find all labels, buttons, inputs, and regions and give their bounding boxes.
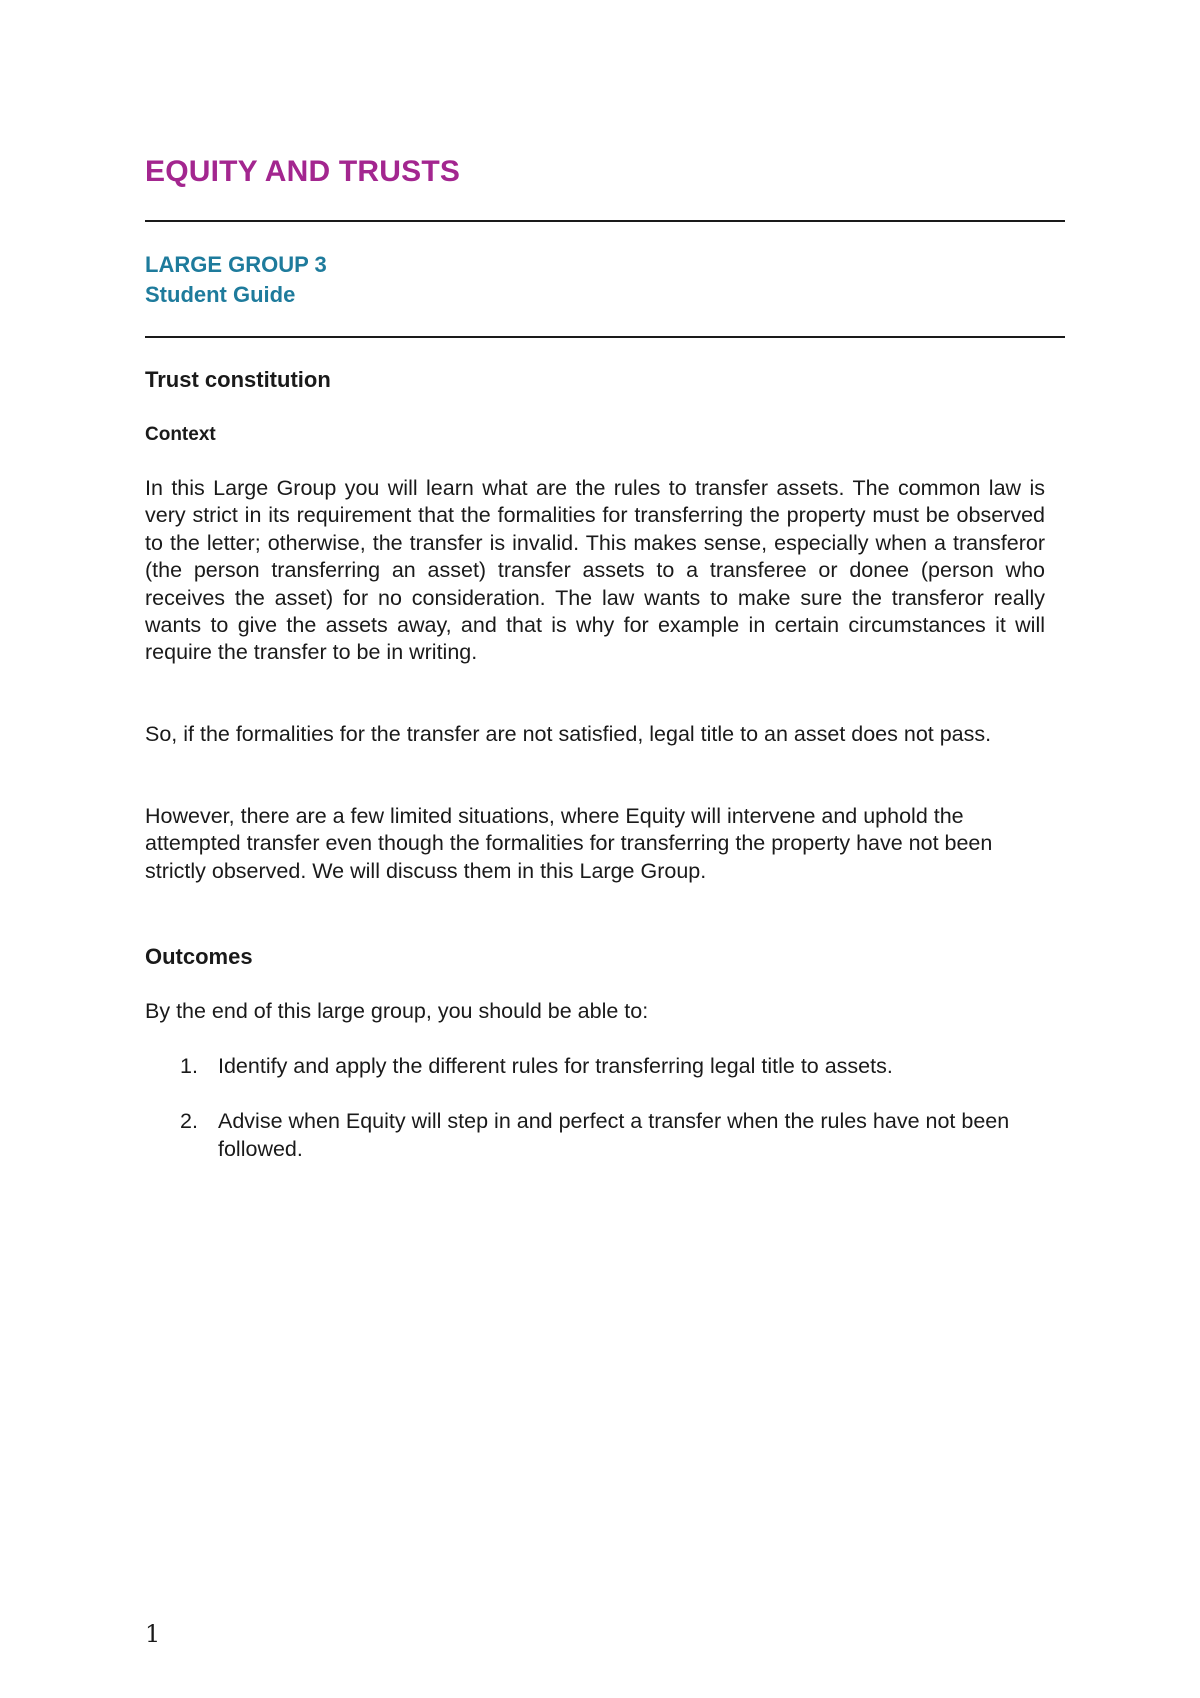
list-item <box>145 1053 1065 1080</box>
list-item-text: Identify and apply the different rules for transferring legal title to assets. <box>218 1054 893 1078</box>
section-title: Trust constitution <box>145 367 331 392</box>
top-divider <box>145 220 1065 222</box>
outcomes-heading: Outcomes <box>145 944 253 969</box>
outcomes-intro: By the end of this large group, you should be able to: <box>145 999 649 1023</box>
outcomes-list <box>145 1053 1065 1191</box>
context-heading: Context <box>145 424 216 445</box>
page-number: 1 <box>145 1620 161 1648</box>
group-label: LARGE GROUP 3 <box>145 252 327 277</box>
document-title: EQUITY AND TRUSTS <box>145 155 461 188</box>
list-item-number: 1. <box>180 1054 198 1078</box>
list-item-number: 2. <box>180 1109 198 1134</box>
context-paragraph-1: In this Large Group you will learn what are the rules to transfer assets. The common law is very strict in its requirement that the formalities for transferring the property must be observed to the letter; otherwise, the transfer is invalid. This makes sense, especially when a transferor (the person transferring an asset) transfer assets to a transferee or donee (person who receives the asset) for no consideration. The law wants to make sure the transferor really wants to give the assets away, and that is why for example in certain circumstances it will require the transfer to be in writing. <box>145 476 1045 665</box>
context-paragraph-2: So, if the formalities for the transfer are not satisfied, legal title to an asset does not pass. <box>145 722 992 746</box>
list-item <box>145 1108 1065 1163</box>
list-item-text: Advise when Equity will step in and perfect a transfer when the rules have not been followed. <box>218 1109 1010 1161</box>
bottom-divider <box>145 336 1065 338</box>
context-paragraph-3: However, there are a few limited situations, where Equity will intervene and uphold the attempted transfer even though the formalities for transferring the property have not been strictly observed. We will discuss them in this Large Group. <box>145 804 993 883</box>
guide-label: Student Guide <box>145 282 296 307</box>
